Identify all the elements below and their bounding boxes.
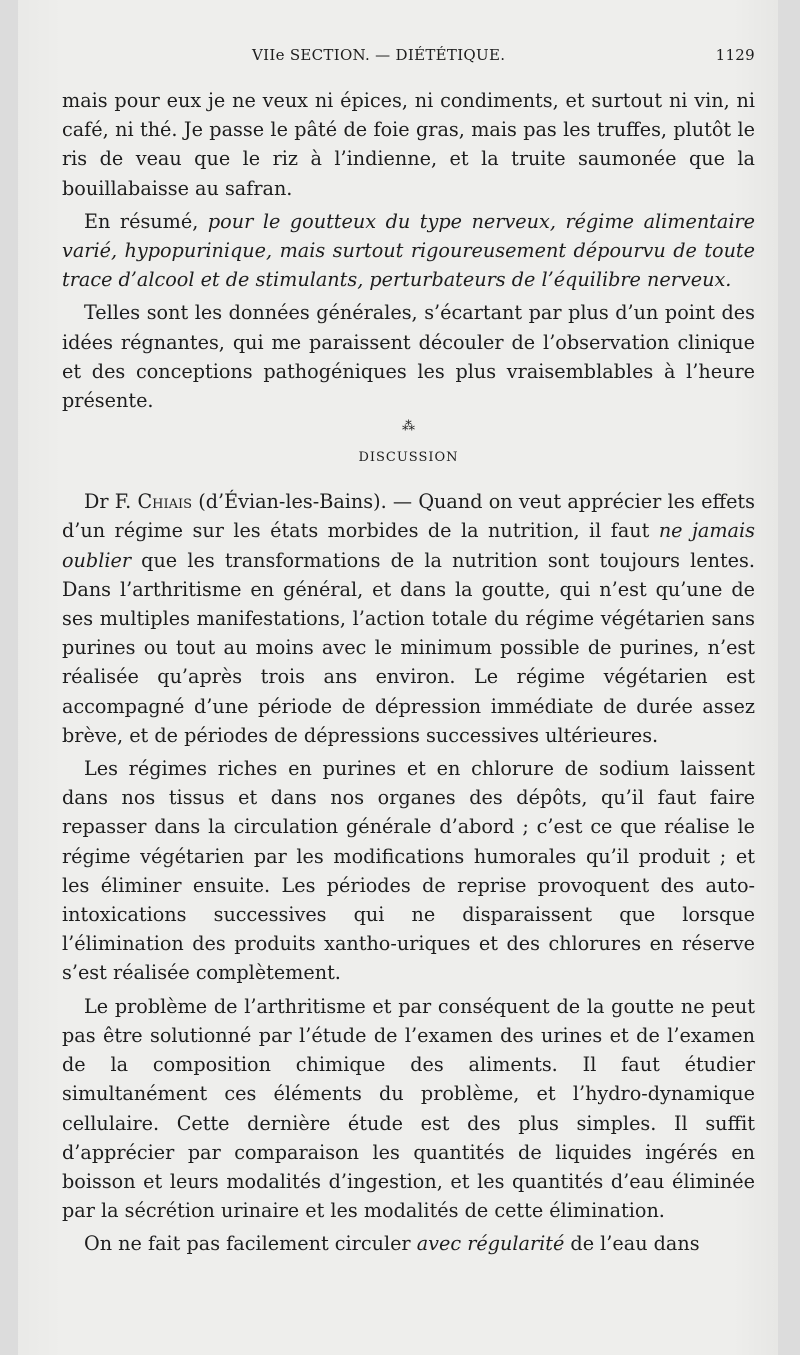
discussion-paragraph-3: Le problème de l’arthritisme et par conséquent de la goutte ne peut pas être solutionné par l’étude de l’examen des urines et de l’examen de la composition chimique des aliments. Il faut étudier simultanément ces éléments du problème, et l’hydro-dynamique cellulaire. Cette dernière étude est des plus simples. Il suffit d’apprécier par comparaison les quantités de liquides ingérés en boisson et leurs modalités d’ingestion, et les quantités d’eau éliminée par la sécrétion urinaire et les modalités de cette élimination. [62, 994, 755, 1223]
page-text-block [62, 46, 755, 1259]
discussion-paragraph-2: Les régimes riches en purines et en chlorure de sodium laissent dans nos tissus et dans nos organes des dépôts, qu’il faut faire repasser dans la circulation générale d’abord ; c’est ce que réalise le régime végétarien par les modifications humorales qu’il produit ; et les éliminer ensuite. Les périodes de reprise provoquent des auto-intoxications successives qui ne disparaissent que lorsque l’élimination des produits xantho-uriques et des chlorures en réserve s’est réalisée complètement. [62, 757, 755, 985]
discussion-paragraph-1: Dr F. Chiais (d’Évian-les-Bains). — Quand on veut apprécier les effets d’un régime sur les états morbides de la nutrition, il faut ne jamais oublier que les transformations de la nutrition sont toujours lentes. Dans l’arthritisme en général, et dans la goutte, qui n’est qu’une de ses multiples manifestations, l’action totale du régime végétarien sans purines ou tout au moins avec le minimum possible de purines, n’est réalisée qu’après trois ans environ. Le régime végétarien est accompagné d’une période de dépression immédiate de durée assez brève, et de périodes de dépressions successives ultérieures. [62, 490, 755, 747]
book-page [18, 0, 778, 1355]
page-number: 1129 [715, 46, 755, 64]
asterism-divider: ⁂ [402, 419, 415, 435]
discussion-paragraph-4: On ne fait pas facilement circuler avec régularité de l’eau dans [84, 1232, 700, 1256]
paragraph-1: mais pour eux je ne veux ni épices, ni condiments, et surtout ni vin, ni café, ni thé. Je passe le pâté de foie gras, mais pas les truffes, plutôt le ris de veau que le riz à l’indienne, et la truite saumonée que la bouillabaisse au safran. [62, 89, 755, 200]
paragraph-summary: En résumé, pour le goutteux du type nerveux, régime alimentaire varié, hypopurinique, mais surtout rigoureusement dépourvu de toute trace d’alcool et de stimulants, perturbateurs de l’équilibre nerveux. [62, 209, 755, 292]
speaker-name: Chiais [137, 490, 193, 514]
running-header [62, 46, 755, 64]
paragraph-conclusion: Telles sont les données générales, s’écartant par plus d’un point des idées régnantes, qui me paraissent découler de l’observation clinique et des conceptions pathogéniques les plus vraisemblables à l’heure présente. [62, 301, 755, 413]
discussion-heading: DISCUSSION [358, 450, 459, 466]
section-title: VIIe SECTION. — DIÉTÉTIQUE. [252, 46, 506, 64]
